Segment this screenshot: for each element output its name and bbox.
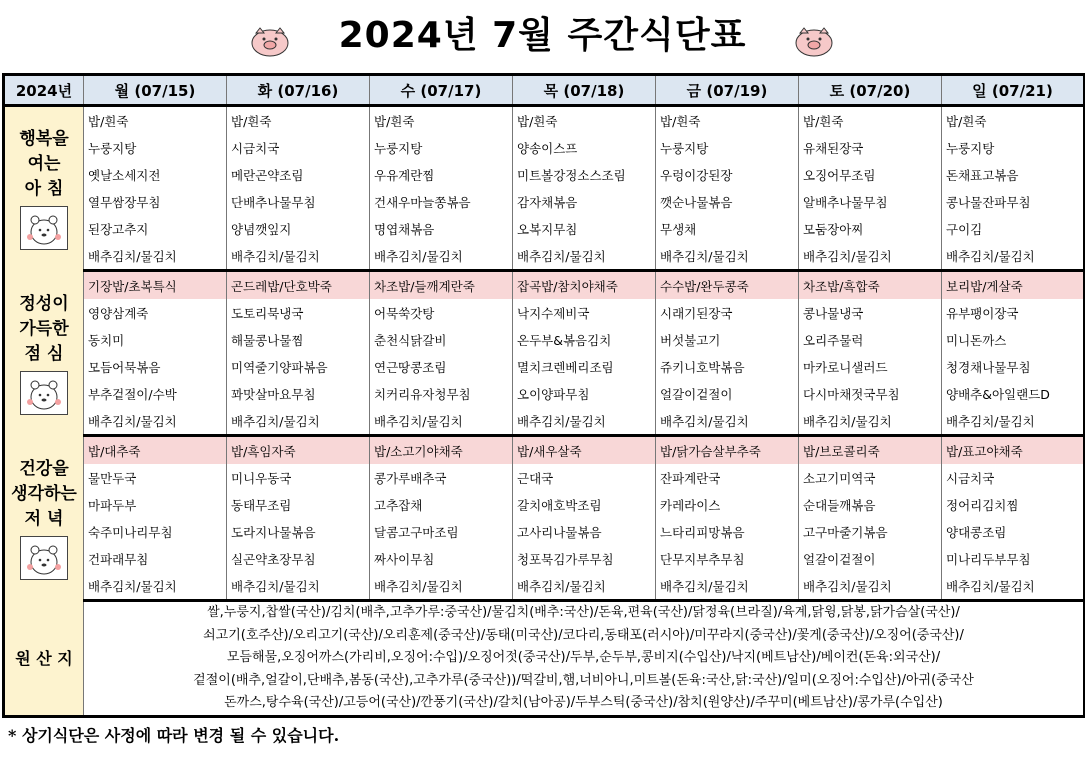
header-day: 수 (07/17) — [370, 75, 513, 106]
meal-label-text: 아 침 — [24, 179, 64, 200]
menu-item: 밥/흰죽 — [84, 106, 227, 135]
menu-item: 고사리나물볶음 — [513, 518, 656, 545]
menu-item: 기장밥/초복특식 — [84, 271, 227, 300]
menu-item: 오징어무조림 — [799, 161, 942, 188]
origin-text — [84, 601, 1085, 717]
header-day: 화 (07/16) — [227, 75, 370, 106]
origin-line: 쌀,누룽지,찹쌀(국산)/김치(배추,고추가루:중국산)/물김치(배추:국산)/돈육,편육(국산)/닭정육(브라질)/육계,닭윙,닭봉,닭가슴살(국산)/ — [207, 605, 960, 620]
menu-item: 단배추나물무침 — [227, 188, 370, 215]
menu-item: 배추김치/물김치 — [799, 572, 942, 601]
menu-item: 미역줄기양파볶음 — [227, 353, 370, 380]
bear-mascot-icon — [20, 206, 68, 250]
menu-item: 도라지나물볶음 — [227, 518, 370, 545]
menu-item: 누룽지탕 — [656, 134, 799, 161]
origin-label: 원 산 지 — [4, 601, 84, 717]
menu-item: 달콤고구마조림 — [370, 518, 513, 545]
menu-item: 된장고추지 — [84, 215, 227, 242]
menu-row — [4, 436, 1085, 465]
menu-item: 정어리김치찜 — [942, 491, 1085, 518]
menu-item: 버섯불고기 — [656, 326, 799, 353]
menu-item: 배추김치/물김치 — [799, 242, 942, 271]
meal-label-text: 정성이 — [19, 293, 69, 314]
menu-row — [4, 326, 1085, 353]
menu-item: 미트볼강정소스조림 — [513, 161, 656, 188]
menu-item: 감자채볶음 — [513, 188, 656, 215]
menu-row — [4, 518, 1085, 545]
menu-item: 청포묵김가루무침 — [513, 545, 656, 572]
menu-item: 춘천식닭갈비 — [370, 326, 513, 353]
menu-item: 오이양파무침 — [513, 380, 656, 407]
header-row — [4, 75, 1085, 106]
menu-item: 배추김치/물김치 — [370, 242, 513, 271]
menu-item: 모듬어묵볶음 — [84, 353, 227, 380]
meal-body — [4, 106, 1085, 601]
menu-item: 마카로니샐러드 — [799, 353, 942, 380]
menu-item: 메란곤약조림 — [227, 161, 370, 188]
menu-row — [4, 299, 1085, 326]
menu-item: 연근땅콩조림 — [370, 353, 513, 380]
meal-label-text: 여는 — [27, 154, 61, 175]
menu-item: 구이김 — [942, 215, 1085, 242]
menu-item: 유채된장국 — [799, 134, 942, 161]
menu-item: 우렁이강된장 — [656, 161, 799, 188]
menu-item: 미니돈까스 — [942, 326, 1085, 353]
menu-item: 얼갈이겉절이 — [799, 545, 942, 572]
menu-item: 밥/흰죽 — [227, 106, 370, 135]
menu-row — [4, 134, 1085, 161]
bear-dancing-icon — [20, 536, 68, 580]
menu-row — [4, 380, 1085, 407]
menu-item: 배추김치/물김치 — [227, 572, 370, 601]
menu-row — [4, 407, 1085, 436]
menu-row — [4, 464, 1085, 491]
weekly-menu-table — [2, 73, 1085, 718]
menu-item: 실곤약초장무침 — [227, 545, 370, 572]
origin-line: 쇠고기(호주산)/오리고기(국산)/오리훈제(중국산)/동태(미국산)/코다리,동태포(러시아)/미꾸라지(중국산)/꽃게(중국산)/오징어(중국산)/ — [203, 627, 964, 643]
origin-line: 겉절이(배추,얼갈이,단배추,봄동(국산),고추가루(중국산))/떡갈비,햄,너비아니,미트볼(돈육:국산,닭:국산)/일미(오징어:수입산)/아귀(중국산 — [193, 672, 974, 688]
menu-item: 밥/흰죽 — [513, 106, 656, 135]
menu-item: 건새우마늘쫑볶음 — [370, 188, 513, 215]
header-year: 2024년 — [4, 75, 84, 106]
menu-item: 해물콩나물찜 — [227, 326, 370, 353]
menu-item: 쥬키니호박볶음 — [656, 353, 799, 380]
menu-item: 밥/흑임자죽 — [227, 436, 370, 465]
menu-item: 밥/흰죽 — [370, 106, 513, 135]
menu-item: 치커리유자청무침 — [370, 380, 513, 407]
menu-item: 오리주물럭 — [799, 326, 942, 353]
menu-item: 짜사이무침 — [370, 545, 513, 572]
menu-item: 밥/대추죽 — [84, 436, 227, 465]
meal-label-text: 저 녁 — [24, 508, 64, 529]
menu-item: 알배추나물무침 — [799, 188, 942, 215]
menu-item: 우유계란찜 — [370, 161, 513, 188]
menu-item: 시금치국 — [227, 134, 370, 161]
menu-item: 명엽채볶음 — [370, 215, 513, 242]
origin-line: 돈까스,탕수육(국산)/고등어(국산)/깐풍기(국산)/갈치(남아공)/두부스틱(중국산)/참치(원양산)/주꾸미(베트남산)/콩가루(수입산) — [224, 695, 943, 710]
menu-item: 고추잡채 — [370, 491, 513, 518]
menu-row — [4, 491, 1085, 518]
menu-row — [4, 271, 1085, 300]
menu-row — [4, 106, 1085, 135]
menu-item: 누룽지탕 — [370, 134, 513, 161]
meal-label-lunch — [4, 271, 84, 436]
menu-item: 어묵쑥갓탕 — [370, 299, 513, 326]
menu-item: 꽈맛살마요무침 — [227, 380, 370, 407]
menu-item: 보리밥/게살죽 — [942, 271, 1085, 300]
header-day: 월 (07/15) — [84, 75, 227, 106]
menu-item: 배추김치/물김치 — [370, 407, 513, 436]
menu-item: 배추김치/물김치 — [799, 407, 942, 436]
menu-item: 양송이스프 — [513, 134, 656, 161]
menu-item: 배추김치/물김치 — [370, 572, 513, 601]
meal-label-text: 행복을 — [19, 129, 69, 150]
menu-item: 밥/흰죽 — [942, 106, 1085, 135]
menu-item: 양대콩조림 — [942, 518, 1085, 545]
menu-row — [4, 242, 1085, 271]
menu-item: 물만두국 — [84, 464, 227, 491]
menu-row — [4, 572, 1085, 601]
footnote: * 상기식단은 사정에 따라 변경 될 수 있습니다. — [8, 726, 340, 745]
menu-item: 소고기미역국 — [799, 464, 942, 491]
menu-item: 동태무조림 — [227, 491, 370, 518]
menu-item: 유부팽이장국 — [942, 299, 1085, 326]
bear-eating-icon — [20, 371, 68, 415]
menu-item: 다시마채젓국무침 — [799, 380, 942, 407]
menu-item: 밥/흰죽 — [656, 106, 799, 135]
menu-item: 차조밥/흑합죽 — [799, 271, 942, 300]
menu-item: 부추겉절이/수박 — [84, 380, 227, 407]
origin-line: 모듬해물,오징어까스(가리비,오징어:수입)/오징어젓(중국산)/두부,순두부,콩비지(수입산)/낙지(베트남산)/베이컨(돈육:외국산)/ — [226, 650, 941, 665]
page-title: 2024년 7월 주간식단표 — [338, 15, 747, 56]
menu-item: 마파두부 — [84, 491, 227, 518]
menu-item: 콩나물잔파무침 — [942, 188, 1085, 215]
menu-item: 미니우동국 — [227, 464, 370, 491]
menu-item: 밥/소고기야채죽 — [370, 436, 513, 465]
menu-item: 밥/브로콜리죽 — [799, 436, 942, 465]
menu-item: 미나리두부무침 — [942, 545, 1085, 572]
menu-item: 배추김치/물김치 — [656, 572, 799, 601]
menu-item: 누룽지탕 — [942, 134, 1085, 161]
menu-item: 배추김치/물김치 — [942, 572, 1085, 601]
menu-item: 배추김치/물김치 — [84, 407, 227, 436]
menu-item: 수수밥/완두콩죽 — [656, 271, 799, 300]
menu-item: 배추김치/물김치 — [942, 242, 1085, 271]
menu-item: 영양삼계죽 — [84, 299, 227, 326]
menu-item: 돈채표고볶음 — [942, 161, 1085, 188]
meal-label-breakfast — [4, 106, 84, 271]
header-day: 일 (07/21) — [942, 75, 1085, 106]
menu-item: 동치미 — [84, 326, 227, 353]
meal-label-text: 생각하는 — [11, 483, 77, 504]
header-day: 목 (07/18) — [513, 75, 656, 106]
menu-item: 깻순나물볶음 — [656, 188, 799, 215]
menu-item: 청경채나물무침 — [942, 353, 1085, 380]
header-day: 토 (07/20) — [799, 75, 942, 106]
menu-item: 건파래무침 — [84, 545, 227, 572]
menu-item: 카레라이스 — [656, 491, 799, 518]
menu-item: 배추김치/물김치 — [656, 242, 799, 271]
menu-row — [4, 161, 1085, 188]
menu-item: 무생채 — [656, 215, 799, 242]
menu-item: 배추김치/물김치 — [227, 407, 370, 436]
menu-item: 시래기된장국 — [656, 299, 799, 326]
menu-item: 고구마줄기볶음 — [799, 518, 942, 545]
meal-label-text: 가득한 — [19, 318, 69, 339]
origin-row — [4, 601, 1085, 717]
menu-item: 누룽지탕 — [84, 134, 227, 161]
menu-item: 차조밥/들깨계란죽 — [370, 271, 513, 300]
title-bar — [0, 8, 1085, 68]
menu-item: 잔파계란국 — [656, 464, 799, 491]
menu-item: 잡곡밥/참치야채죽 — [513, 271, 656, 300]
menu-item: 숙주미나리무침 — [84, 518, 227, 545]
menu-row — [4, 215, 1085, 242]
menu-item: 모둠장아찌 — [799, 215, 942, 242]
menu-item: 느타리피망볶음 — [656, 518, 799, 545]
menu-item: 얼갈이겉절이 — [656, 380, 799, 407]
menu-item: 순대들깨볶음 — [799, 491, 942, 518]
menu-item: 양배추&아일랜드D — [942, 380, 1085, 407]
menu-item: 곤드레밥/단호박죽 — [227, 271, 370, 300]
header-day: 금 (07/19) — [656, 75, 799, 106]
menu-item: 도토리묵냉국 — [227, 299, 370, 326]
menu-item: 옛날소세지전 — [84, 161, 227, 188]
menu-item: 배추김치/물김치 — [513, 407, 656, 436]
menu-item: 온두부&볶음김치 — [513, 326, 656, 353]
meal-label-text: 점 심 — [24, 343, 64, 364]
menu-item: 열무쌈장무침 — [84, 188, 227, 215]
menu-item: 배추김치/물김치 — [942, 407, 1085, 436]
menu-item: 낙지수제비국 — [513, 299, 656, 326]
menu-item: 밥/닭가슴살부추죽 — [656, 436, 799, 465]
menu-row — [4, 545, 1085, 572]
menu-item: 배추김치/물김치 — [227, 242, 370, 271]
menu-item: 배추김치/물김치 — [513, 242, 656, 271]
menu-item: 콩나물냉국 — [799, 299, 942, 326]
menu-item: 멸치크렌베리조림 — [513, 353, 656, 380]
menu-item: 근대국 — [513, 464, 656, 491]
meal-label-text: 건강을 — [19, 458, 69, 479]
menu-row — [4, 353, 1085, 380]
menu-item: 오복지무침 — [513, 215, 656, 242]
menu-item: 밥/흰죽 — [799, 106, 942, 135]
menu-item: 밥/표고야채죽 — [942, 436, 1085, 465]
menu-item: 배추김치/물김치 — [656, 407, 799, 436]
meal-label-dinner — [4, 436, 84, 601]
menu-item: 배추김치/물김치 — [84, 572, 227, 601]
menu-item: 콩가루배추국 — [370, 464, 513, 491]
menu-item: 양념깻잎지 — [227, 215, 370, 242]
menu-item: 갈치애호박조림 — [513, 491, 656, 518]
menu-item: 밥/새우살죽 — [513, 436, 656, 465]
menu-item: 단무지부추무침 — [656, 545, 799, 572]
pig-mascot-icon — [786, 16, 842, 60]
menu-item: 배추김치/물김치 — [84, 242, 227, 271]
menu-row — [4, 188, 1085, 215]
menu-item: 시금치국 — [942, 464, 1085, 491]
menu-item: 배추김치/물김치 — [513, 572, 656, 601]
